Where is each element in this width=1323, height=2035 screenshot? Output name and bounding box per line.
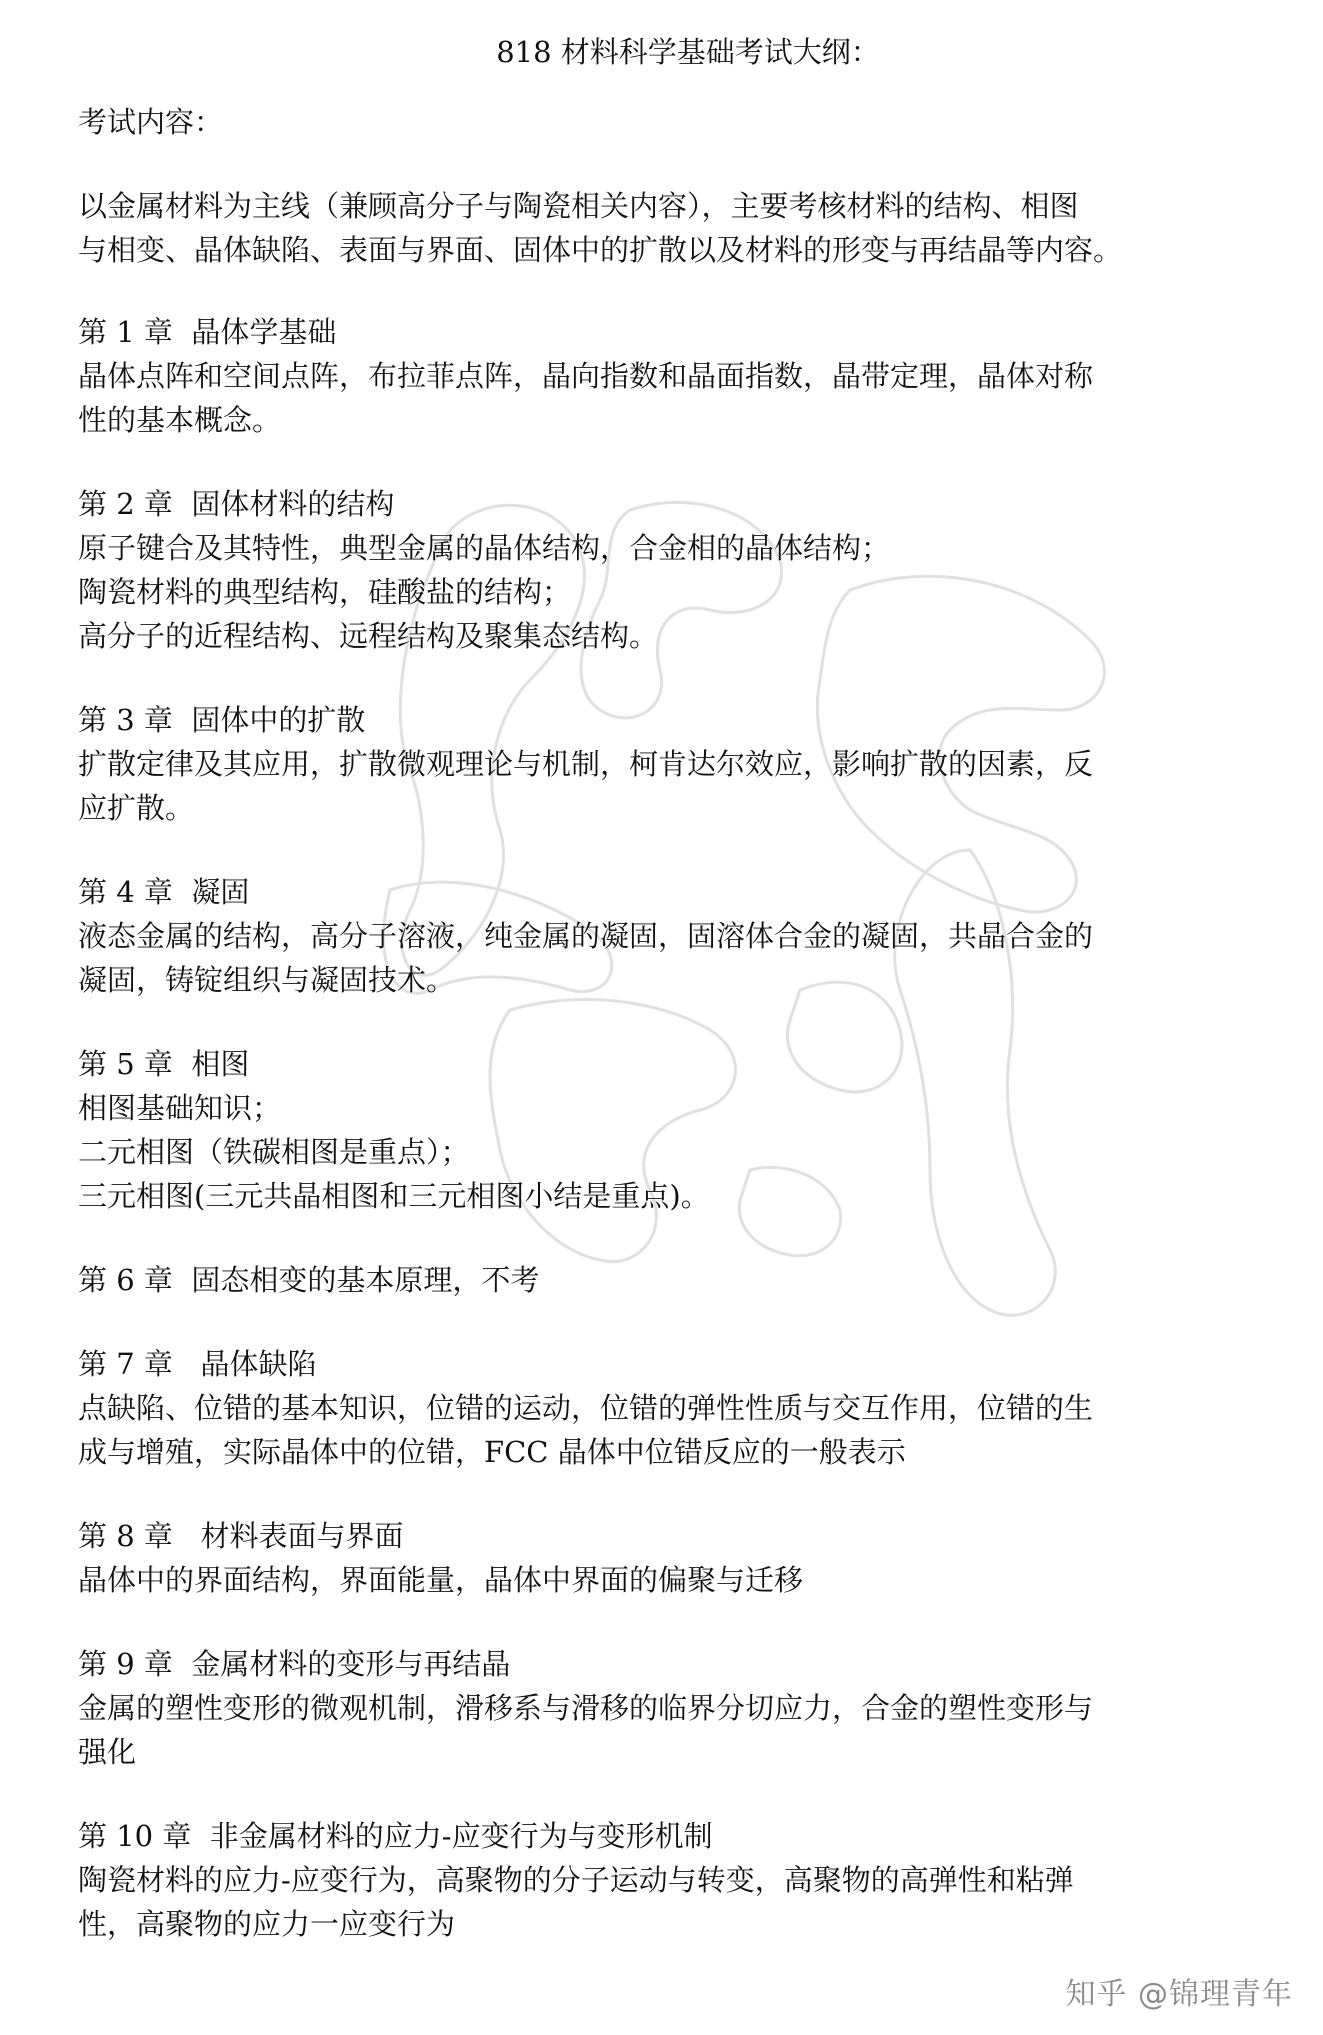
chapter-section xyxy=(78,1642,1258,1774)
chapter-text: 相图基础知识； xyxy=(78,1091,282,1125)
document-body xyxy=(78,30,1258,1986)
chapter-heading: 第 4 章 凝固 xyxy=(78,875,250,909)
chapter-list xyxy=(78,310,1258,1946)
chapter-text: 二元相图（铁碳相图是重点）； xyxy=(78,1135,470,1169)
chapter-heading: 第 7 章 晶体缺陷 xyxy=(78,1347,317,1381)
chapter-text: 晶体点阵和空间点阵，布拉菲点阵，晶向指数和晶面指数，晶带定理，晶体对称 性的基本概念。 xyxy=(78,359,1094,437)
chapter-text: 点缺陷、位错的基本知识，位错的运动，位错的弹性性质与交互作用，位错的生 成与增殖，实际晶体中的位错，FCC 晶体中位错反应的一般表示 xyxy=(78,1391,1094,1469)
chapter-heading: 第 6 章 固态相变的基本原理，不考 xyxy=(78,1263,540,1297)
chapter-text: 陶瓷材料的应力-应变行为，高聚物的分子运动与转变，高聚物的高弹性和粘弹 性，高聚物的应力一应变行为 xyxy=(78,1863,1074,1941)
chapter-section xyxy=(78,1042,1258,1218)
chapter-text: 金属的塑性变形的微观机制，滑移系与滑移的临界分切应力，合金的塑性变形与 强化 xyxy=(78,1691,1094,1769)
chapter-text: 扩散定律及其应用，扩散微观理论与机制，柯肯达尔效应，影响扩散的因素，反 应扩散。 xyxy=(78,747,1094,825)
chapter-text: 液态金属的结构，高分子溶液，纯金属的凝固，固溶体合金的凝固，共晶合金的 凝固，铸锭组织与凝固技术。 xyxy=(78,919,1094,997)
intro-paragraph: 以金属材料为主线（兼顾高分子与陶瓷相关内容），主要考核材料的结构、相图 与相变、晶体缺陷、表面与界面、固体中的扩散以及材料的形变与再结晶等内容。 xyxy=(78,189,1123,267)
chapter-heading: 第 9 章 金属材料的变形与再结晶 xyxy=(78,1647,511,1681)
chapter-heading: 第 2 章 固体材料的结构 xyxy=(78,487,395,521)
chapter-section xyxy=(78,698,1258,830)
footer-brand: 知乎 @锦理青年 xyxy=(1065,1977,1293,2012)
chapter-heading: 第 3 章 固体中的扩散 xyxy=(78,703,366,737)
chapter-heading: 第 10 章 非金属材料的应力-应变行为与变形机制 xyxy=(78,1819,713,1853)
chapter-text: 晶体中的界面结构，界面能量，晶体中界面的偏聚与迁移 xyxy=(78,1563,804,1597)
chapter-text: 陶瓷材料的典型结构，硅酸盐的结构； xyxy=(78,575,572,609)
chapter-section xyxy=(78,1814,1258,1946)
chapter-section xyxy=(78,870,1258,1002)
exam-content-heading: 考试内容： xyxy=(78,105,224,139)
chapter-section xyxy=(78,1514,1258,1602)
document-title: 818 材料科学基础考试大纲： xyxy=(496,35,880,69)
chapter-heading: 第 8 章 材料表面与界面 xyxy=(78,1519,404,1553)
chapter-text: 三元相图(三元共晶相图和三元相图小结是重点)。 xyxy=(78,1179,710,1213)
chapter-text: 原子键合及其特性，典型金属的晶体结构，合金相的晶体结构； xyxy=(78,531,891,565)
chapter-section xyxy=(78,482,1258,658)
chapter-heading: 第 1 章 晶体学基础 xyxy=(78,315,337,349)
chapter-section xyxy=(78,1342,1258,1474)
chapter-section xyxy=(78,1258,1258,1302)
chapter-section xyxy=(78,310,1258,442)
chapter-text: 高分子的近程结构、远程结构及聚集态结构。 xyxy=(78,619,659,653)
chapter-heading: 第 5 章 相图 xyxy=(78,1047,250,1081)
